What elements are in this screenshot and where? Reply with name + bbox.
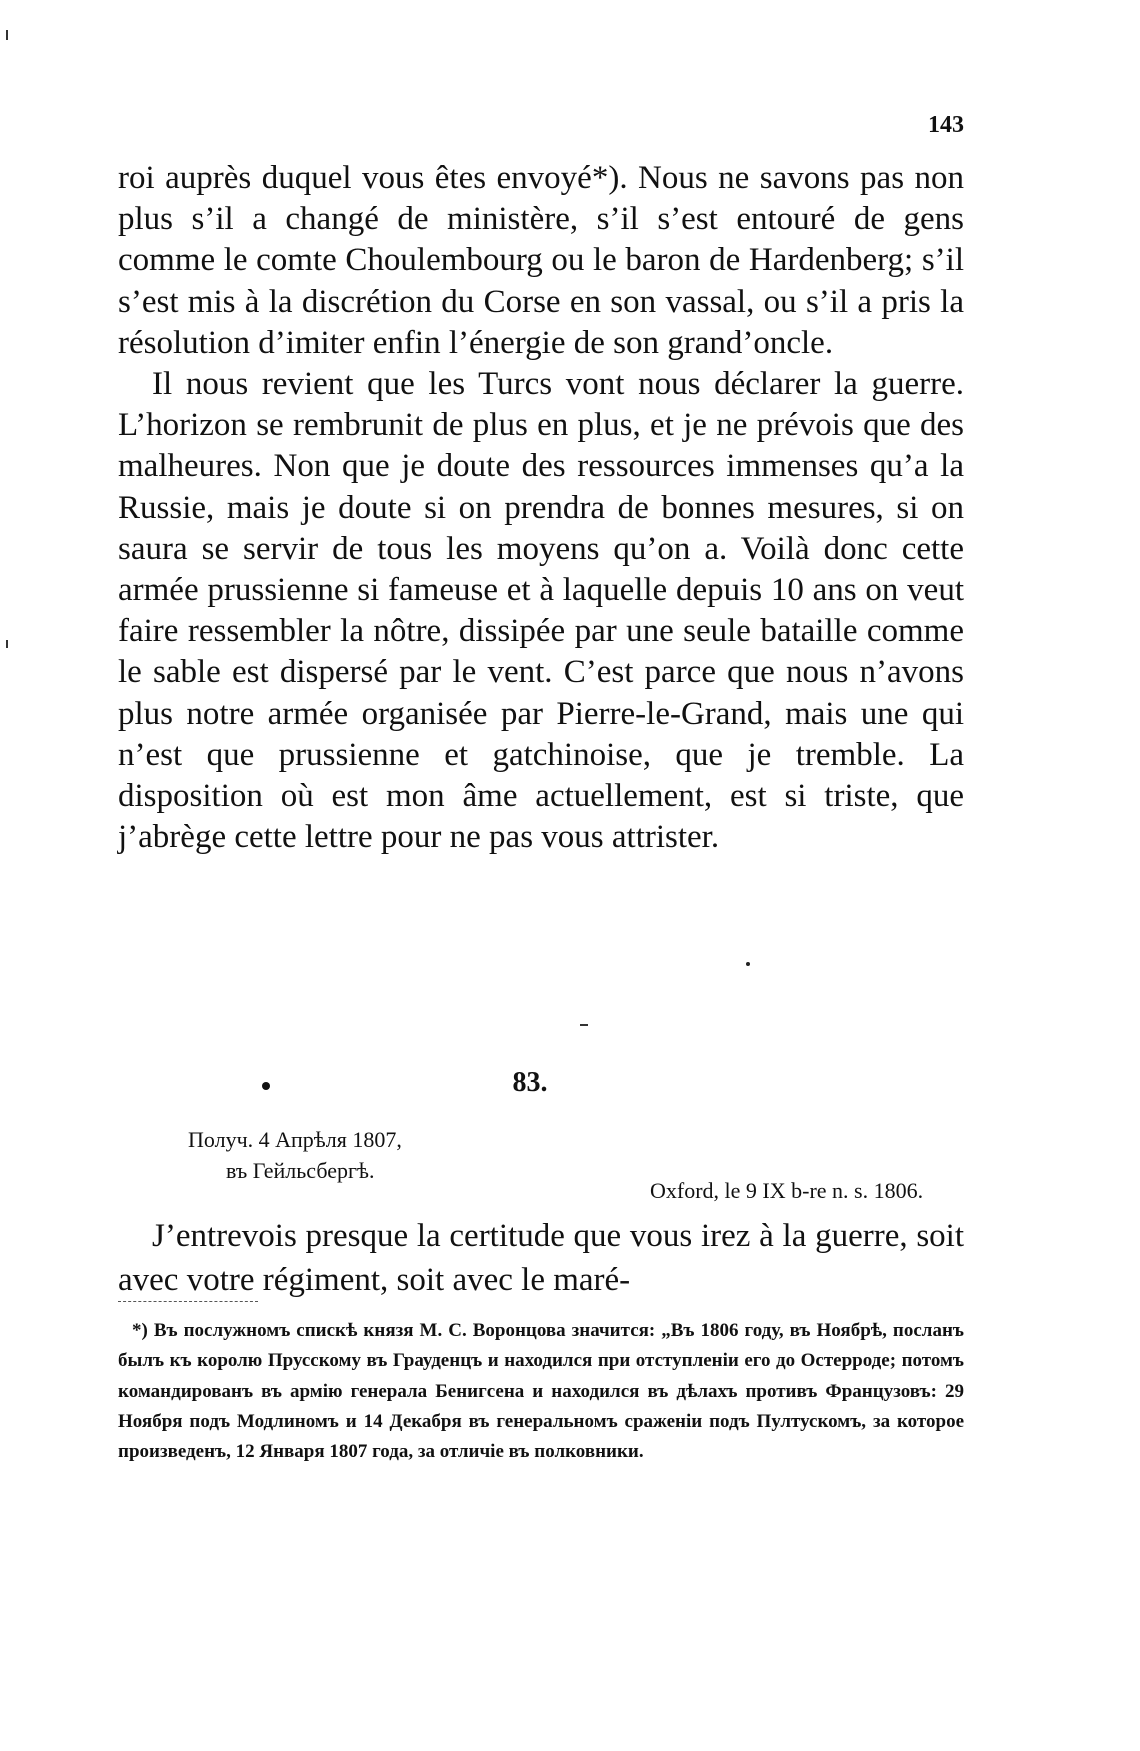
ornament-dot <box>262 1082 270 1090</box>
scan-edge-mark <box>6 30 8 40</box>
letter-body <box>118 1214 964 1302</box>
received-date: Получ. 4 Апрѣля 1807, <box>188 1127 402 1152</box>
received-note <box>188 1124 488 1186</box>
main-text <box>118 158 964 858</box>
footnote-separator <box>118 1301 258 1302</box>
scan-edge-mark <box>6 640 8 648</box>
page-number: 143 <box>928 112 964 138</box>
paragraph: Il nous revient que les Turcs vont nous déclarer la guerre. L’horizon se rembrunit de plus en plus, et je ne prévois que des malheures. Non que je doute des ressources immenses qu’a la Russie, mais je doute si on prendra de bonnes mesures, si on saura se servir de tous les moyens qu’on a. Voilà donc cette armée prussienne si fameuse et à laquelle depuis 10 ans on veut faire ressembler la nôtre, dissipée par une seule bataille comme le sable est dispersé par le vent. C’est parce que nous n’avons plus notre armée organisée par Pierre-le-Grand, mais une qui n’est que prussienne et gatchinoise, que je tremble. La disposition où est mon âme actuellement, est si triste, que j’abrège cette lettre pour ne pas vous attrister. <box>118 366 964 856</box>
paragraph: roi auprès duquel vous êtes envoyé*). Nous ne savons pas non plus s’il a changé de ministère, s’il s’est entouré de gens comme le comte Choulembourg ou le baron de Hardenberg; s’il s’est mis à la discrétion du Corse en son vassal, ou s’il a pris la résolution d’imiter enfin l’énergie de son grand’oncle. <box>118 160 964 361</box>
footnote <box>118 1316 964 1467</box>
letter-number: 83. <box>512 1067 548 1098</box>
footnote-text: *) Въ послужномъ спискѣ князя М. С. Воронцова значится: „Въ 1806 году, въ Ноябрѣ, посланъ былъ къ королю Прусскому въ Грауденцъ и находился при отступленіи его до Остерроде; потомъ командированъ въ армію генерала Бенигсена и находился въ дѣлахъ противъ Французовъ: 29 Ноября подъ Модлиномъ и 14 Декабря въ генеральномъ сраженіи подъ Пултускомъ, за которое произведенъ, 12 Января 1807 года, за отличіе въ полковники. <box>118 1320 964 1463</box>
print-speck <box>580 1024 588 1026</box>
received-place: въ Гейльсбергѣ. <box>226 1158 375 1183</box>
paragraph: J’entrevois presque la certitude que vous irez à la guerre, soit avec votre régiment, soit avec le maré- <box>118 1218 964 1298</box>
print-speck <box>746 962 750 966</box>
letter-dateline: Oxford, le 9 IX b-re n. s. 1806. <box>650 1178 924 1203</box>
